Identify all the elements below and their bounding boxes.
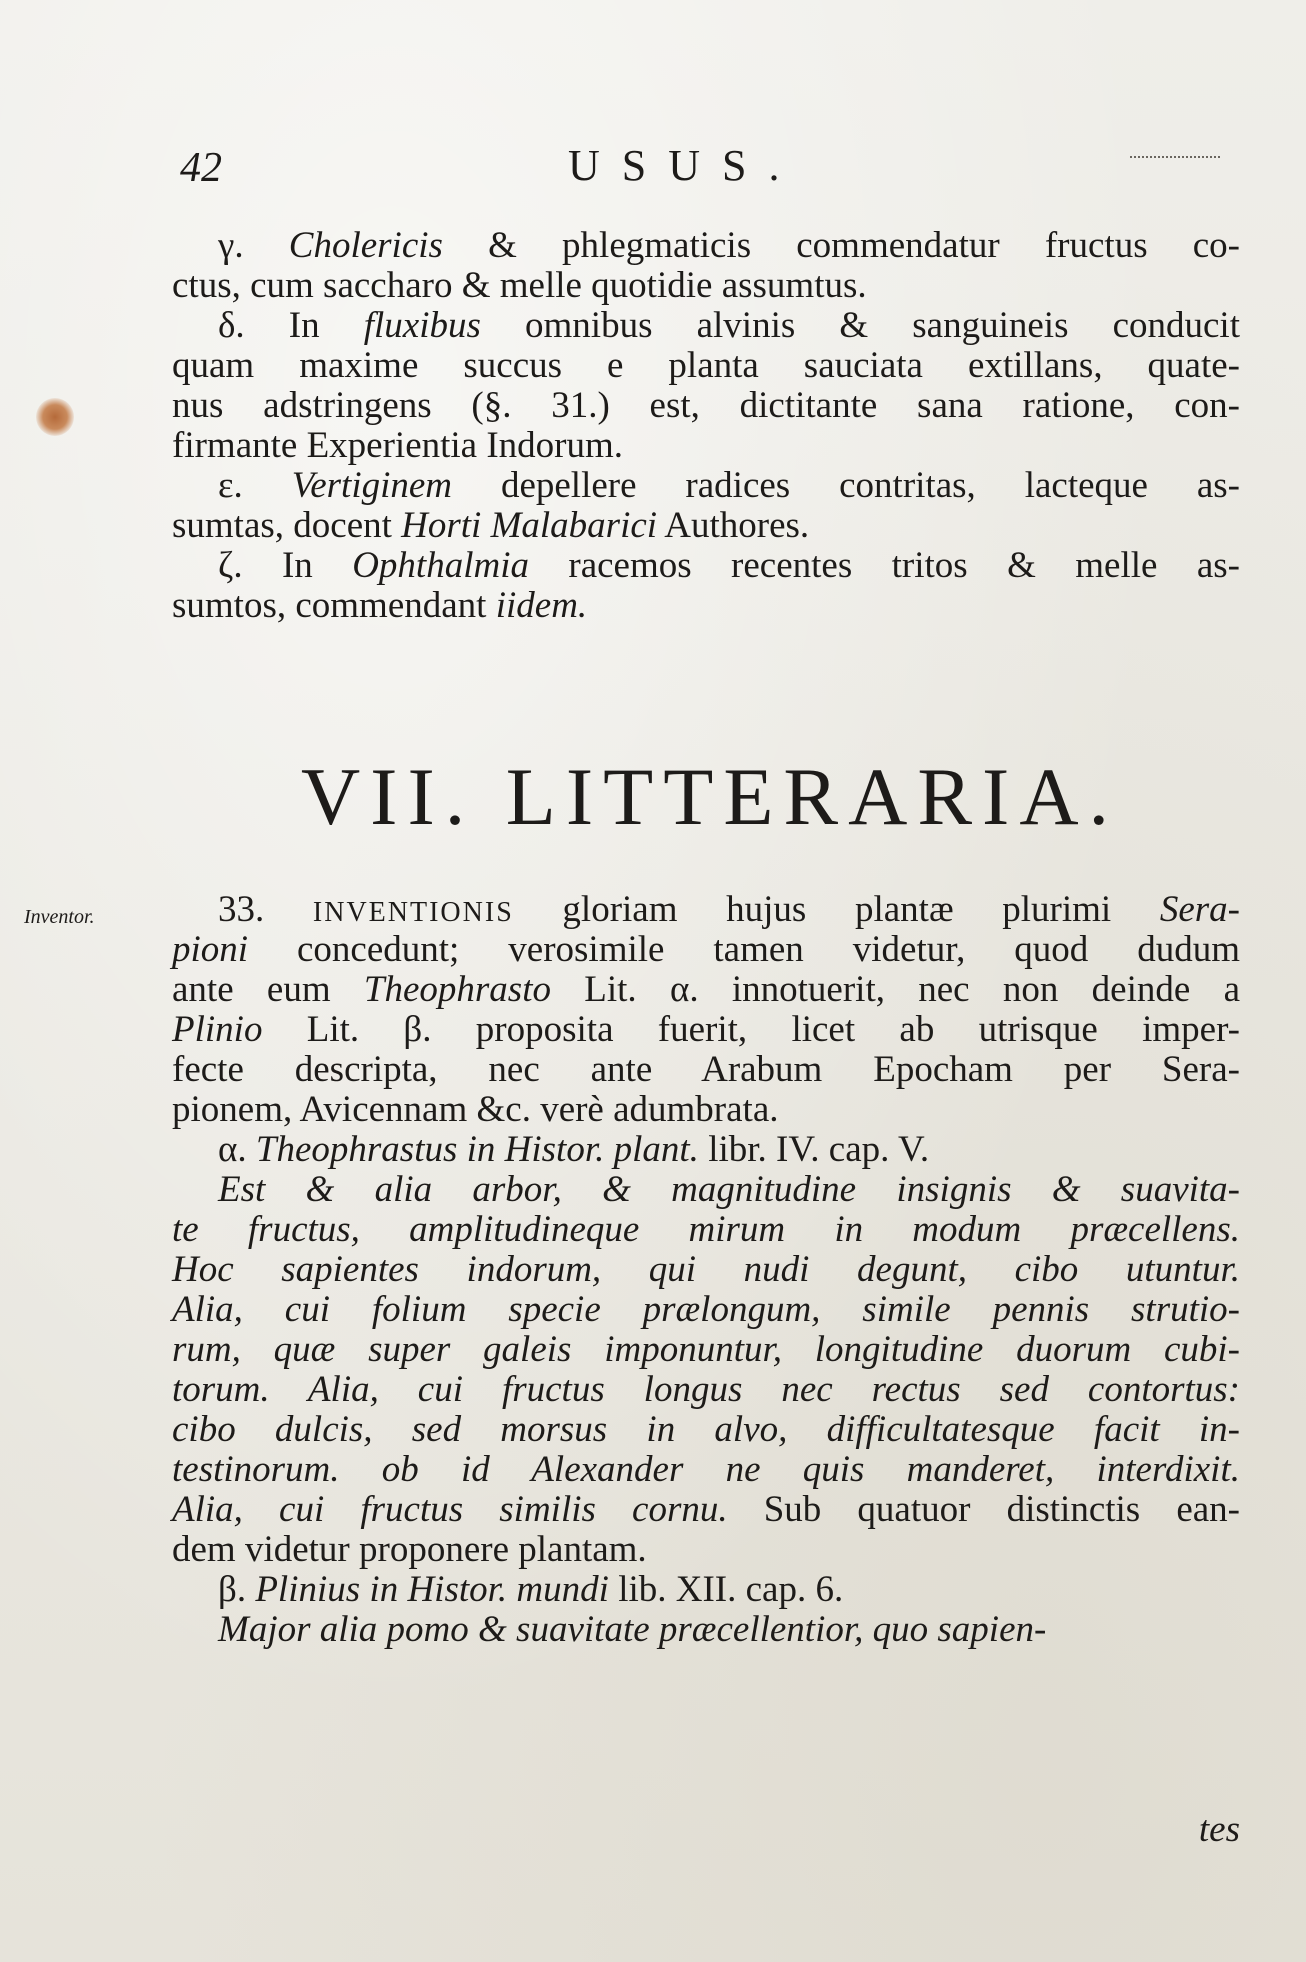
text-line: [172, 226, 1240, 266]
italic-run: cibo dulcis, sed morsus in alvo, difficultatesque facit in-: [172, 1409, 1240, 1450]
italic-run: iidem.: [495, 585, 588, 626]
header-ornament-line: [1130, 156, 1220, 158]
page-header: [180, 140, 1240, 190]
text-line: [172, 1130, 1240, 1170]
text-run: Sub quatuor distinctis ean-: [727, 1489, 1240, 1530]
text-run: 33.: [218, 889, 313, 930]
italic-run: rum, quæ super galeis imponuntur, longitudine duorum cubi-: [172, 1329, 1240, 1370]
text-line: [172, 506, 1240, 546]
text-run: lib. XII. cap. 6.: [608, 1569, 844, 1610]
text-run: pionem, Avicennam &c. verè adumbrata.: [172, 1089, 779, 1130]
text-run: γ.: [218, 225, 289, 266]
italic-run: Major alia pomo & suavitate præcellentior, quo sapien-: [218, 1609, 1047, 1650]
text-run: fecte descripta, nec ante Arabum Epocham per Sera-: [172, 1049, 1240, 1090]
text-line: [172, 586, 1240, 626]
text-run: gloriam hujus plantæ plurimi: [513, 889, 1160, 930]
text-run: omnibus alvinis & sanguineis conducit: [480, 305, 1240, 346]
italic-run: fluxibus: [363, 305, 481, 346]
text-run: & phlegmaticis commendatur fructus co-: [442, 225, 1240, 266]
text-line: [172, 1050, 1240, 1090]
page-number: 42: [180, 145, 222, 191]
text-run: ante eum: [172, 969, 364, 1010]
italic-run: torum. Alia, cui fructus longus nec rectus sed contortus:: [172, 1369, 1240, 1410]
text-run: racemos recentes tritos & melle as-: [528, 545, 1240, 586]
text-line: [172, 546, 1240, 586]
text-line: [172, 1570, 1240, 1610]
text-line: [172, 1290, 1240, 1330]
text-run: ctus, cum saccharo & melle quotidie assumtus.: [172, 265, 867, 306]
text-block-litteraria: [172, 890, 1240, 1650]
text-line: [172, 970, 1240, 1010]
text-line: [172, 346, 1240, 386]
italic-run: te fructus, amplitudineque mirum in modum præcellens.: [172, 1209, 1240, 1250]
italic-run: Est & alia arbor, & magnitudine insignis & suavita-: [218, 1169, 1240, 1210]
text-run: libr. IV. cap. V.: [698, 1129, 930, 1170]
catchword: tes: [1198, 1809, 1240, 1850]
text-line: [172, 1490, 1240, 1530]
text-run: ζ. In: [218, 545, 353, 586]
text-run: dem videtur proponere plantam.: [172, 1529, 647, 1570]
text-run: quam maxime succus e planta sauciata extillans, quate-: [172, 345, 1240, 386]
text-block-usus: [172, 226, 1240, 626]
italic-run: pioni: [172, 929, 249, 970]
running-head: USUS.: [568, 141, 802, 190]
text-line: [172, 1410, 1240, 1450]
italic-run: Hoc sapientes indorum, qui nudi degunt, cibo utuntur.: [172, 1249, 1240, 1290]
text-line: [172, 1090, 1240, 1130]
text-run: β.: [218, 1569, 256, 1610]
text-run: depellere radices contritas, lacteque as-: [452, 465, 1240, 506]
italic-run: Vertiginem: [291, 465, 453, 506]
text-line: [172, 1530, 1240, 1570]
text-run: Lit. β. proposita fuerit, licet ab utrisque imper-: [262, 1009, 1240, 1050]
text-line: [172, 1370, 1240, 1410]
italic-run: Horti Malabarici: [401, 505, 658, 546]
text-line: [172, 386, 1240, 426]
text-run: ε.: [218, 465, 292, 506]
text-line: [172, 306, 1240, 346]
text-run: nus adstringens (§. 31.) est, dictitante sana ratione, con-: [172, 385, 1240, 426]
text-line: [172, 1010, 1240, 1050]
text-run: firmante Experientia Indorum.: [172, 425, 624, 466]
text-run: Lit. α. innotuerit, nec non deinde a: [550, 969, 1240, 1010]
text-line: [172, 466, 1240, 506]
italic-run: Alia, cui fructus similis cornu.: [172, 1489, 728, 1530]
text-run: concedunt; verosimile tamen videtur, quod dudum: [248, 929, 1240, 970]
marginal-note: Inventor.: [24, 906, 95, 928]
text-line: [172, 1450, 1240, 1490]
text-line: [172, 1330, 1240, 1370]
text-run: sumtas, docent: [172, 505, 402, 546]
text-line: [172, 1250, 1240, 1290]
text-line: [172, 930, 1240, 970]
text-run: α.: [218, 1129, 256, 1170]
text-line: [172, 1210, 1240, 1250]
text-run: Authores.: [657, 505, 810, 546]
italic-run: Alia, cui folium specie prælongum, simile pennis strutio-: [172, 1289, 1240, 1330]
italic-run: Theophrasto: [363, 969, 551, 1010]
text-line: [172, 1610, 1240, 1650]
text-run: δ. In: [218, 305, 364, 346]
text-line: [172, 266, 1240, 306]
page-stain: [36, 398, 74, 436]
italic-run: Plinius in Histor. mundi: [255, 1569, 609, 1610]
text-line: [172, 1170, 1240, 1210]
italic-run: Ophthalmia: [352, 545, 529, 586]
section-title: VII. LITTERARIA.: [300, 751, 1120, 842]
italic-run: Cholericis: [288, 225, 443, 266]
italic-run: Theophrastus in Histor. plant.: [255, 1129, 699, 1170]
text-run: sumtos, commendant: [172, 585, 496, 626]
italic-run: Plinio: [172, 1009, 263, 1050]
italic-run: Sera-: [1159, 889, 1241, 930]
small-caps-run: INVENTIONIS: [312, 897, 514, 928]
text-line: [172, 890, 1240, 930]
italic-run: testinorum. ob id Alexander ne quis manderet, interdixit.: [172, 1449, 1240, 1490]
text-line: [172, 426, 1240, 466]
